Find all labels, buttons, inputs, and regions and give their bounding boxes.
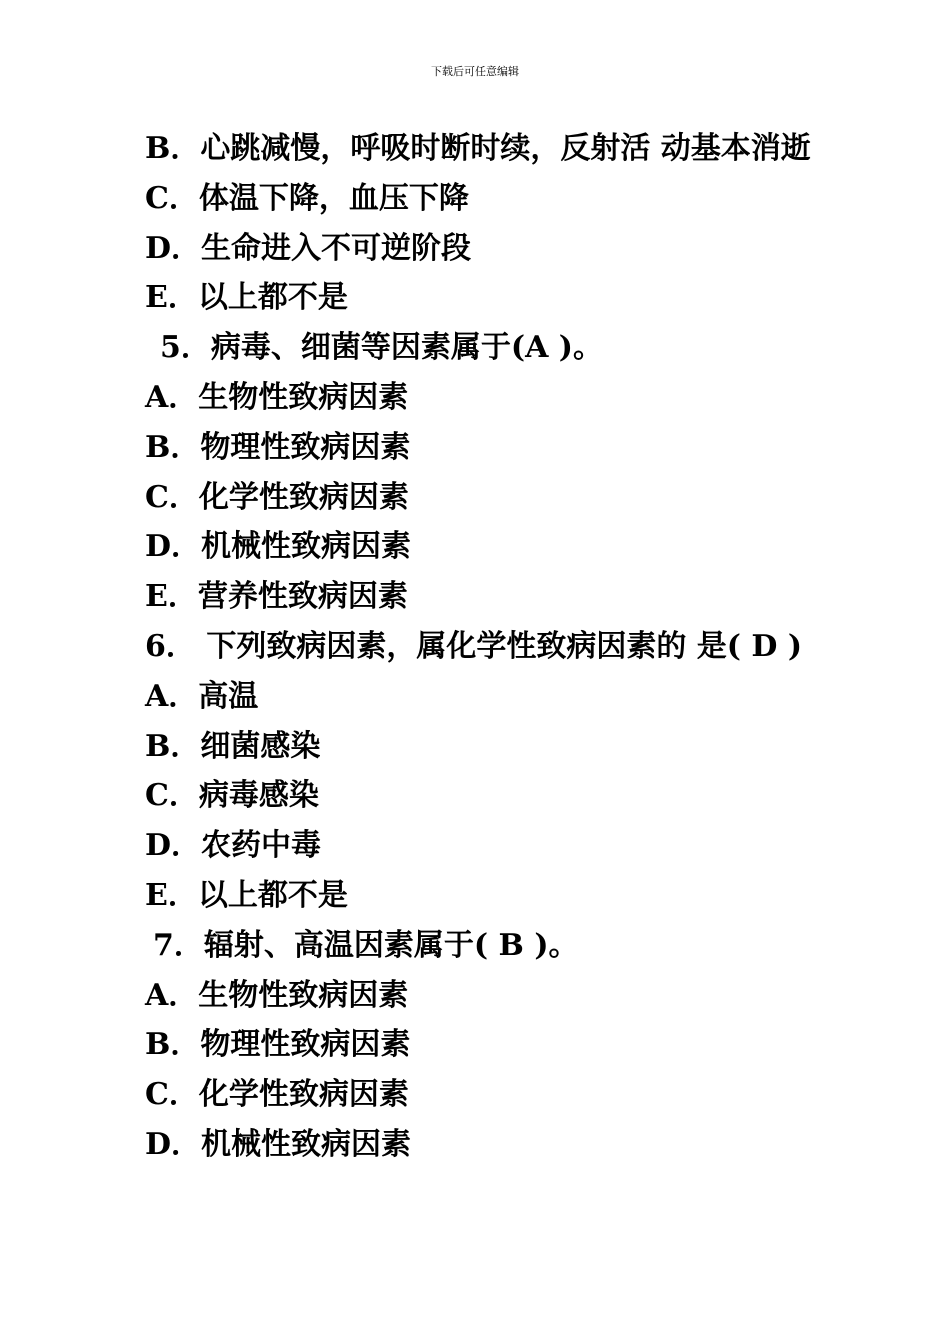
question-7: 7．辐射、高温因素属于( B )。 [153,927,579,963]
q4-option-c: C．体温下降，血压下降 [145,180,469,216]
q5-option-d: D．机械性致病因素 [145,529,412,565]
q4-option-b: B．心跳减慢，呼吸时断时续，反射活 动基本消逝 [145,131,811,166]
q5-option-a: A．生物性致病因素 [145,379,409,415]
document-body [145,124,815,1170]
question-5: 5．病毒、细菌等因素属于(A )。 [160,330,603,366]
q4-option-e: E．以上都不是 [145,280,348,316]
q7-option-c: C．化学性致病因素 [145,1077,409,1113]
q6-option-b: B．细菌感染 [145,728,321,764]
q4-option-d: D．生命进入不可逆阶段 [145,230,472,266]
q6-option-e: E．以上都不是 [145,877,348,913]
q5-option-e: E．营养性致病因素 [145,579,408,615]
q5-option-b: B．物理性致病因素 [145,429,411,465]
q7-option-a: A．生物性致病因素 [145,977,409,1013]
question-6: 6． 下列致病因素，属化学性致病因素的 是( D ) [145,628,803,664]
q7-option-d: D．机械性致病因素 [145,1126,412,1162]
q6-option-c: C．病毒感染 [145,778,319,814]
q6-option-a: A．高温 [145,678,259,714]
page-header: 下载后可任意编辑 [431,65,519,78]
q5-option-c: C．化学性致病因素 [145,479,409,515]
q6-option-d: D．农药中毒 [145,828,322,864]
q7-option-b: B．物理性致病因素 [145,1027,411,1063]
